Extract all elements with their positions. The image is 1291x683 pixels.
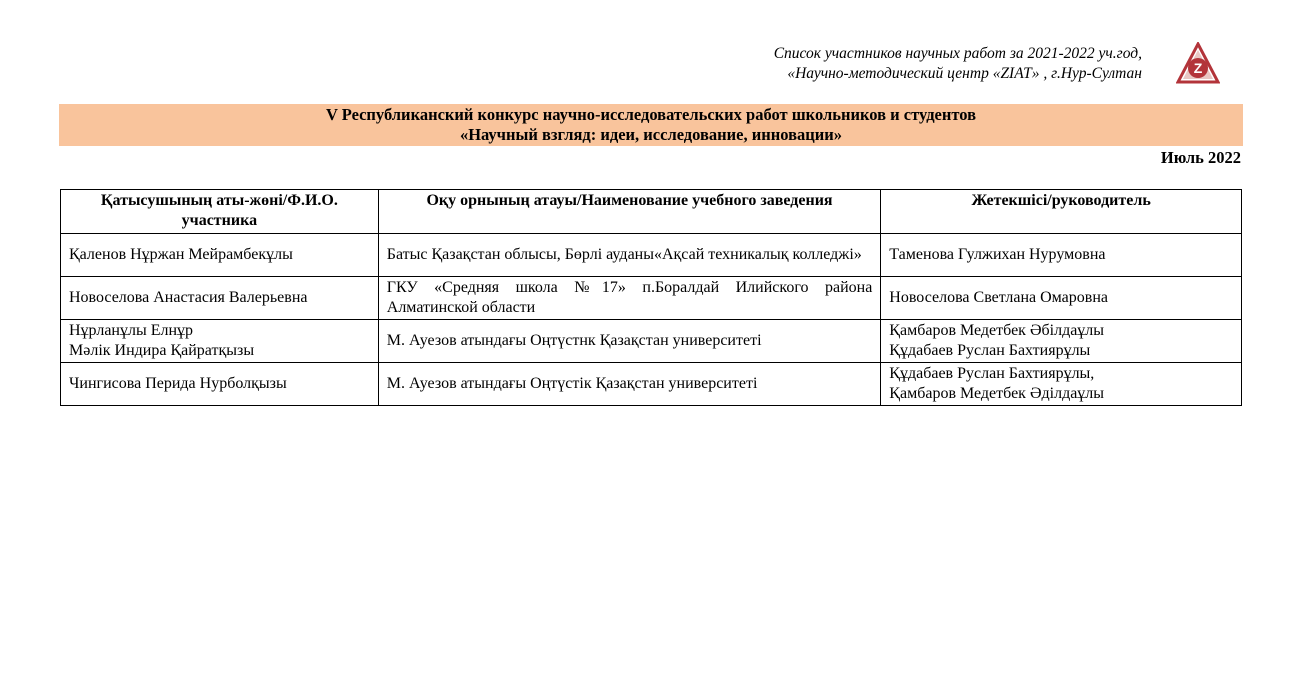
document-header-note [582,44,1142,84]
participant-name: Новоселова Анастасия Валерьевна [69,289,308,306]
participant-name: Нұрланұлы Елнұр [69,322,194,339]
participant-cell [61,320,379,363]
contest-title-line-1: V Республиканский конкурс научно-исследовательских работ школьников и студентов [325,105,977,124]
institution-cell: Батыс Қазақстан облысы, Бөрлі ауданы«Ақсай техникалық колледжі» [378,234,881,277]
supervisor-cell [881,234,1242,277]
table-row [61,363,1242,406]
table-row [61,277,1242,320]
column-header-institution: Оқу орнының атауы/Наименование учебного заведения [378,190,881,234]
supervisor-name: Таменова Гулжихан Нурумовна [889,246,1106,263]
participant-name: Қаленов Нұржан Мейрамбекұлы [69,246,293,263]
supervisor-name: Новоселова Светлана Омаровна [889,289,1108,306]
ziat-logo-icon [1176,42,1220,86]
supervisor-cell [881,277,1242,320]
participant-name: Чингисова Перида Нурболқызы [69,375,287,392]
participant-cell [61,234,379,277]
supervisor-name: Құдабаев Руслан Бахтиярұлы [889,342,1091,359]
participant-name: Мәлік Индира Қайратқызы [69,342,255,359]
participant-cell [61,277,379,320]
institution-cell: М. Ауезов атындағы Оңтүстнк Қазақстан университеті [378,320,881,363]
svg-text:Z: Z [1193,60,1203,76]
supervisor-cell [881,320,1242,363]
participant-cell [61,363,379,406]
supervisor-name: Құдабаев Руслан Бахтиярұлы, [889,365,1095,382]
table-row [61,320,1242,363]
header-line-2: «Научно-методический центр «ZIAT» , г.Нур-Султан [787,65,1142,82]
document-date: Июль 2022 [1160,148,1241,167]
supervisor-name: Қамбаров Медетбек Әділдаұлы [889,385,1105,402]
contest-title-line-2: «Научный взгляд: идеи, исследование, инновации» [459,125,843,144]
column-header-participant: Қатысушының аты-жөні/Ф.И.О. участника [61,190,379,234]
participants-table [60,189,1242,406]
institution-cell: М. Ауезов атындағы Оңтүстік Қазақстан университеті [378,363,881,406]
institution-cell: ГКУ «Средняя школа №17» п.Боралдай Илийского района Алматинской области [378,277,881,320]
supervisor-cell [881,363,1242,406]
header-line-1: Список участников научных работ за 2021-2022 уч.год, [773,45,1142,62]
table-header-row [61,190,1242,234]
supervisor-name: Қамбаров Медетбек Әбілдаұлы [889,322,1105,339]
table-row [61,234,1242,277]
contest-title-banner [59,104,1243,146]
column-header-supervisor: Жетекшісі/руководитель [881,190,1242,234]
